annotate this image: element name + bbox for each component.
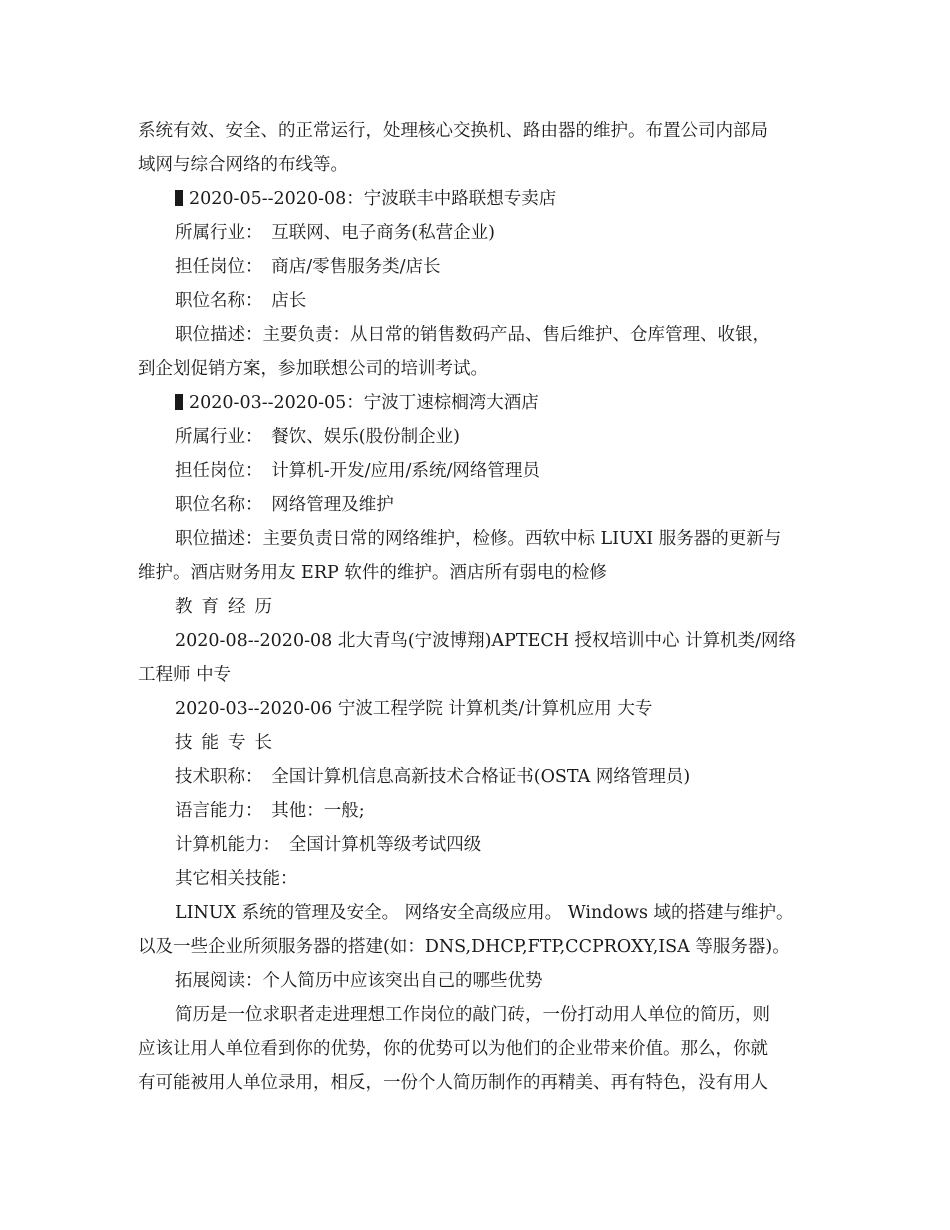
section-entry-heading xyxy=(138,182,814,216)
line-text: 工程师 中专 xyxy=(138,665,232,685)
section-entry-heading xyxy=(138,386,814,420)
text-line xyxy=(138,148,814,182)
text-line xyxy=(138,998,814,1032)
text-line xyxy=(138,1066,814,1100)
line-text: 所属行业： 互联网、电子商务(私营企业) xyxy=(175,223,495,243)
text-line xyxy=(138,930,814,964)
line-text: 拓展阅读：个人简历中应该突出自己的哪些优势 xyxy=(175,971,543,991)
line-text: 2020-08--2020-08 北大青鸟(宁波博翔)APTECH 授权培训中心 计算机类/网络 xyxy=(175,631,797,651)
line-text: 应该让用人单位看到你的优势，你的优势可以为他们的企业带来价值。那么，你就 xyxy=(138,1039,768,1059)
text-line xyxy=(138,624,814,658)
text-line xyxy=(138,828,814,862)
line-text: 担任岗位： 计算机-开发/应用/系统/网络管理员 xyxy=(175,461,540,481)
text-line xyxy=(138,692,814,726)
text-line xyxy=(138,1032,814,1066)
line-text: 以及一些企业所须服务器的搭建(如：DNS,DHCP,FTP,CCPROXY,ISA 等服务器)。 xyxy=(138,937,790,957)
text-line xyxy=(138,216,814,250)
text-line xyxy=(138,896,814,930)
document-body xyxy=(138,114,814,1100)
bullet-marker-icon xyxy=(175,394,183,410)
text-line xyxy=(138,352,814,386)
line-text: 2020-03--2020-06 宁波工程学院 计算机类/计算机应用 大专 xyxy=(175,699,653,719)
line-text: 其它相关技能： xyxy=(175,869,298,889)
line-text: 系统有效、安全、的正常运行，处理核心交换机、路由器的维护。布置公司内部局 xyxy=(138,121,768,141)
line-text: 职位描述：主要负责日常的网络维护，检修。西软中标 LIUXI 服务器的更新与 xyxy=(175,529,782,549)
line-text: LINUX 系统的管理及安全。 网络安全高级应用。 Windows 域的搭建与维护。 xyxy=(175,903,794,923)
text-line xyxy=(138,760,814,794)
line-text: 2020-05--2020-08：宁波联丰中路联想专卖店 xyxy=(189,189,557,209)
line-text: 维护。酒店财务用友 ERP 软件的维护。酒店所有弱电的检修 xyxy=(138,563,607,583)
text-line xyxy=(138,318,814,352)
section-heading xyxy=(138,726,814,760)
line-text: 2020-03--2020-05：宁波丁速棕榈湾大酒店 xyxy=(189,393,539,413)
bullet-marker-icon xyxy=(175,190,183,206)
line-text: 语言能力： 其他：一般; xyxy=(175,801,365,821)
line-text: 技术职称： 全国计算机信息高新技术合格证书(OSTA 网络管理员) xyxy=(175,767,691,787)
text-line xyxy=(138,250,814,284)
text-line xyxy=(138,794,814,828)
text-line xyxy=(138,658,814,692)
line-text: 简历是一位求职者走进理想工作岗位的敲门砖，一份打动用人单位的简历，则 xyxy=(175,1005,770,1025)
line-text: 计算机能力： 全国计算机等级考试四级 xyxy=(175,835,482,855)
text-line xyxy=(138,862,814,896)
section-heading xyxy=(138,590,814,624)
line-text: 到企划促销方案，参加联想公司的培训考试。 xyxy=(138,359,488,379)
line-text: 有可能被用人单位录用，相反，一份个人简历制作的再精美、再有特色，没有用人 xyxy=(138,1073,768,1093)
text-line xyxy=(138,556,814,590)
text-line xyxy=(138,420,814,454)
line-text: 职位名称： 网络管理及维护 xyxy=(175,495,394,515)
line-text: 域网与综合网络的布线等。 xyxy=(138,155,348,175)
text-line xyxy=(138,454,814,488)
line-text: 担任岗位： 商店/零售服务类/店长 xyxy=(175,257,441,277)
text-line xyxy=(138,488,814,522)
text-line xyxy=(138,964,814,998)
text-line xyxy=(138,522,814,556)
line-text: 教育经历 xyxy=(175,597,281,617)
text-line xyxy=(138,114,814,148)
text-line xyxy=(138,284,814,318)
line-text: 所属行业： 餐饮、娱乐(股份制企业) xyxy=(175,427,460,447)
line-text: 职位描述：主要负责：从日常的销售数码产品、售后维护、仓库管理、收银， xyxy=(175,325,770,345)
line-text: 职位名称： 店长 xyxy=(175,291,307,311)
line-text: 技能专长 xyxy=(175,733,281,753)
